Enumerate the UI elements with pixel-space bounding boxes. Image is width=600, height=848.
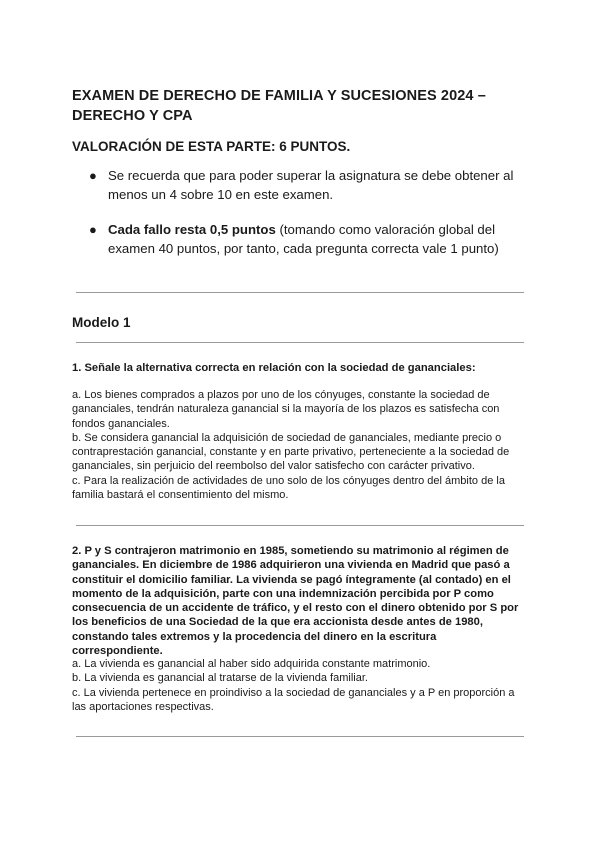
note-text: (tomando como valoración global del examen 40 puntos, por tanto, cada pregunta correcta vale 1 punto) bbox=[108, 222, 499, 256]
question-1-option-a: a. Los bienes comprados a plazos por uno de los cónyuges, constante la sociedad de gananciales, tendrán naturaleza ganancial si la mayoría de los plazos es satisfecha con fondos gananciales. bbox=[72, 389, 500, 430]
question-1-options bbox=[72, 388, 528, 502]
question-1-option-c: c. Para la realización de actividades de uno solo de los cónyuges dentro del ámbito de la familia bastará el consentimiento del mismo. bbox=[72, 474, 505, 502]
divider bbox=[76, 292, 524, 293]
question-2-stem: 2. P y S contrajeron matrimonio en 1985, sometiendo su matrimonio al régimen de gananciales. En diciembre de 1986 adquirieron una vivienda en Madrid que pasó a constituir el domicilio familiar. La vivienda se pagó íntegramente (al contado) en el momento de la adquisición, parte con una indemnización percibida por P como consecuencia de un accidente de tráfico, y el resto con el dinero obtenido por S por los beneficios de una Sociedad de la que era accionista desde antes de 1980, constando tales extremos y la procedencia del dinero en la escritura correspondiente. bbox=[72, 545, 519, 658]
model-label: Modelo 1 bbox=[72, 315, 131, 330]
question-2-option-c: c. La vivienda pertenece en proindiviso a la sociedad de gananciales y a P en proporción a las aportaciones respectivas. bbox=[72, 686, 515, 713]
exam-subtitle: VALORACIÓN DE ESTA PARTE: 6 PUNTOS. bbox=[72, 139, 351, 154]
note-penalty bbox=[89, 220, 528, 258]
bullet-dot-icon: ● bbox=[89, 222, 97, 237]
question-2-options bbox=[72, 657, 528, 714]
divider bbox=[76, 525, 524, 526]
question-1-stem: 1. Señale la alternativa correcta en relación con la sociedad de gananciales: bbox=[72, 362, 476, 374]
divider bbox=[76, 342, 524, 343]
question-2-option-a: a. La vivienda es ganancial al haber sido adquirida constante matrimonio. bbox=[72, 658, 431, 670]
question-1-option-b: b. Se considera ganancial la adquisición de sociedad de gananciales, mediante precio o contraprestación ganancial, constante y en parte privativo, perteneciente a la sociedad de gananciales, sin perjuicio del reembolso del valor satisfecho con carácter privativo. bbox=[72, 431, 510, 473]
note-minimum-grade bbox=[89, 166, 528, 204]
bullet-dot-icon: ● bbox=[89, 168, 97, 183]
note-text: Se recuerda que para poder superar la asignatura se debe obtener al menos un 4 sobre 10 en este examen. bbox=[108, 168, 514, 202]
divider bbox=[76, 736, 524, 737]
note-bold-text: Cada fallo resta 0,5 puntos bbox=[108, 222, 276, 237]
exam-title: EXAMEN DE DERECHO DE FAMILIA Y SUCESIONES 2024 – DERECHO Y CPA bbox=[72, 88, 486, 124]
question-2-option-b: b. La vivienda es ganancial al tratarse de la vivienda familiar. bbox=[72, 672, 368, 685]
